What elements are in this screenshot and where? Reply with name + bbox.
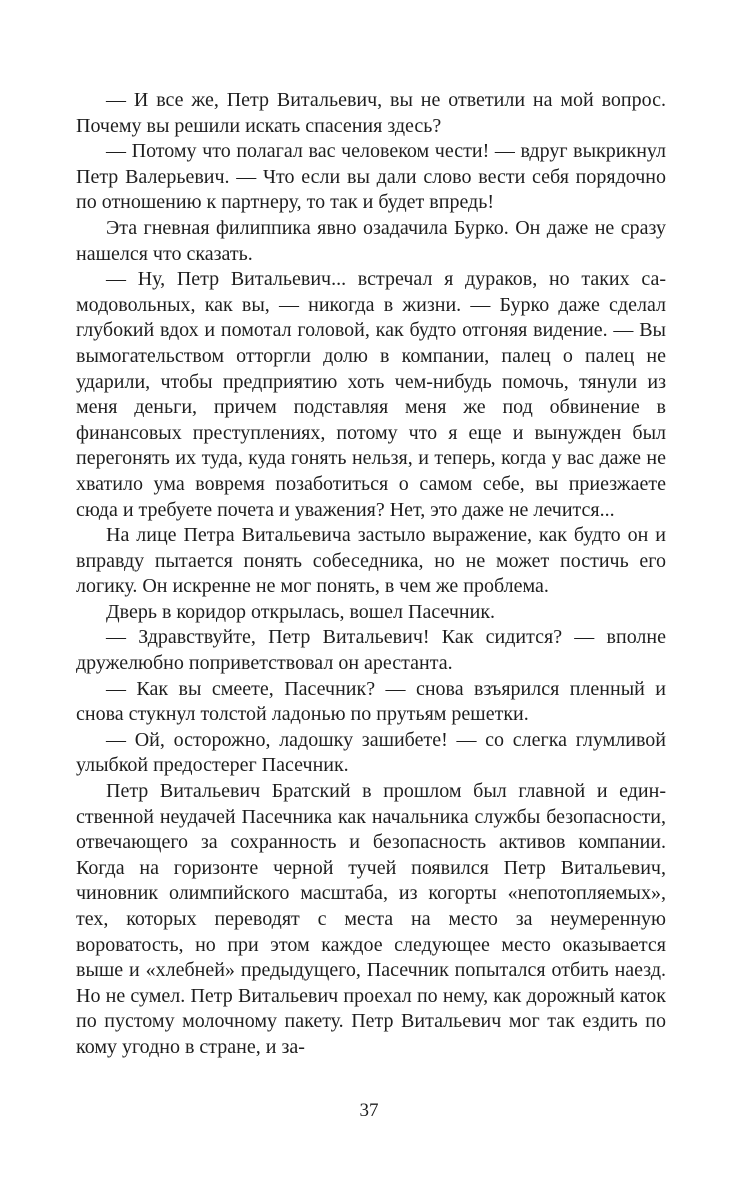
paragraph-9: — Ой, осторожно, ладошку зашибете! — со слегка глумливой улыбкой предостерег Пасечник. <box>76 728 666 777</box>
paragraph-3: Эта гневная филиппика явно озадачила Бурко. Он даже не сразу нашелся что сказать. <box>76 216 666 265</box>
paragraph-6: Дверь в коридор открылась, вошел Пасечник. <box>106 600 496 623</box>
page-number: 37 <box>359 1100 379 1121</box>
paragraph-7: — Здравствуйте, Петр Витальевич! Как сидится? — вполне дружелюбно поприветствовал он арестанта. <box>76 626 666 675</box>
paragraph-1: — И все же, Петр Витальевич, вы не ответили на мой вопрос. Почему вы решили искать спасения здесь? <box>76 89 666 137</box>
paragraph-5: На лице Петра Витальевича застыло выражение, как будто он и вправду пытается понять собеседника, но не может постичь его логику. Он искренне не мог понять, в чем же проблема. <box>76 524 666 598</box>
paragraph-4: — Ну, Петр Витальевич... встречал я дураков, но таких самодовольных, как вы, — никогда в жизни. — Бурко даже сделал глубокий вдох и помотал головой, как будто отгоняя видение. — Вы вымогательством отторгли долю в компании, палец о палец не ударили, чтобы предприятию хоть чем-нибудь помочь, тянули из меня деньги, причем подставляя меня же под обвинение в финансовых преступлениях, потому что я еще и вынужден был перегонять их туда, куда гонять нельзя, и теперь, когда у вас даже не хватило ума вовремя позаботиться о самом себе, вы приезжаете сюда и требуете почета и уважения? Нет, это даже не лечится... <box>76 268 666 521</box>
paragraph-8: — Как вы смеете, Пасечник? — снова взъярился пленный и снова стукнул толстой ладонью по прутьям решетки. <box>76 677 666 726</box>
paragraph-2: — Потому что полагал вас человеком чести! — вдруг выкрикнул Петр Валерьевич. — Что если вы дали слово вести себя порядочно по отношению к партнеру, то так и будет впредь! <box>76 140 666 214</box>
paragraph-10: Петр Витальевич Братский в прошлом был главной и единственной неудачей Пасечника как начальника службы безопасности, отвечающего за сохранность и безопасность активов компании. Когда на горизонте черной тучей появился Петр Витальевич, чиновник олимпийского масштаба, из когорты «непотопляемых», тех, которых переводят с места на место за неумеренную вороватость, но при этом каждое следующее место оказывается выше и «хлебней» предыдущего, Пасечник попытался отбить наезд. Но не сумел. Петр Витальевич проехал по нему, как дорожный каток по пустому молочному пакету. Петр Витальевич мог так ездить по кому угодно в стране, и за- <box>76 780 666 1058</box>
book-page-text <box>76 88 666 1061</box>
